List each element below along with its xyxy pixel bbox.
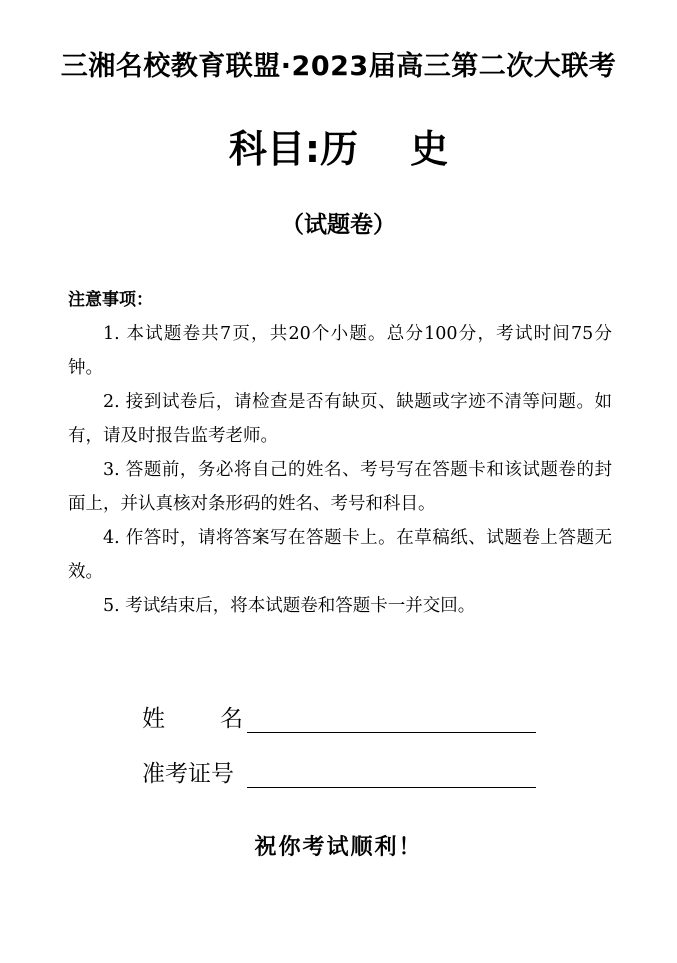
notice-item-4: 4. 作答时，请将答案写在答题卡上。在草稿纸、试题卷上答题无效。 bbox=[68, 528, 612, 582]
subject-char-2: 史 bbox=[410, 127, 449, 171]
notice-title: 注意事项： bbox=[68, 290, 153, 310]
name-field[interactable] bbox=[142, 700, 542, 755]
candidate-fields bbox=[142, 700, 542, 810]
exam-id-field[interactable] bbox=[142, 755, 542, 810]
name-blank-line[interactable] bbox=[247, 732, 536, 733]
subject-char-1: 历 bbox=[320, 127, 359, 171]
good-luck-message: 祝你考试顺利！ bbox=[254, 834, 423, 860]
subject-heading bbox=[0, 118, 677, 173]
notice-section bbox=[68, 287, 612, 623]
subject-label: 科目: bbox=[228, 127, 321, 171]
paper-type-label: （试题卷） bbox=[281, 211, 396, 238]
exam-id-label: 准考证号 bbox=[142, 761, 234, 787]
exam-id-blank-line[interactable] bbox=[247, 787, 536, 788]
name-label: 姓名 bbox=[142, 706, 298, 732]
notice-item-3: 3. 答题前，务必将自己的姓名、考号写在答题卡和该试题卷的封面上，并认真核对条形码的姓名、考号和科目。 bbox=[68, 460, 612, 514]
notice-item-5: 5. 考试结束后，将本试题卷和答题卡一并交回。 bbox=[103, 596, 476, 616]
notice-item-2: 2. 接到试卷后，请检查是否有缺页、缺题或字迹不清等问题。如有，请及时报告监考老师。 bbox=[68, 392, 612, 446]
exam-title: 三湘名校教育联盟·2023届高三第二次大联考 bbox=[60, 51, 617, 82]
notice-item-1: 1. 本试题卷共7页，共20个小题。总分100分，考试时间75分钟。 bbox=[68, 324, 612, 378]
